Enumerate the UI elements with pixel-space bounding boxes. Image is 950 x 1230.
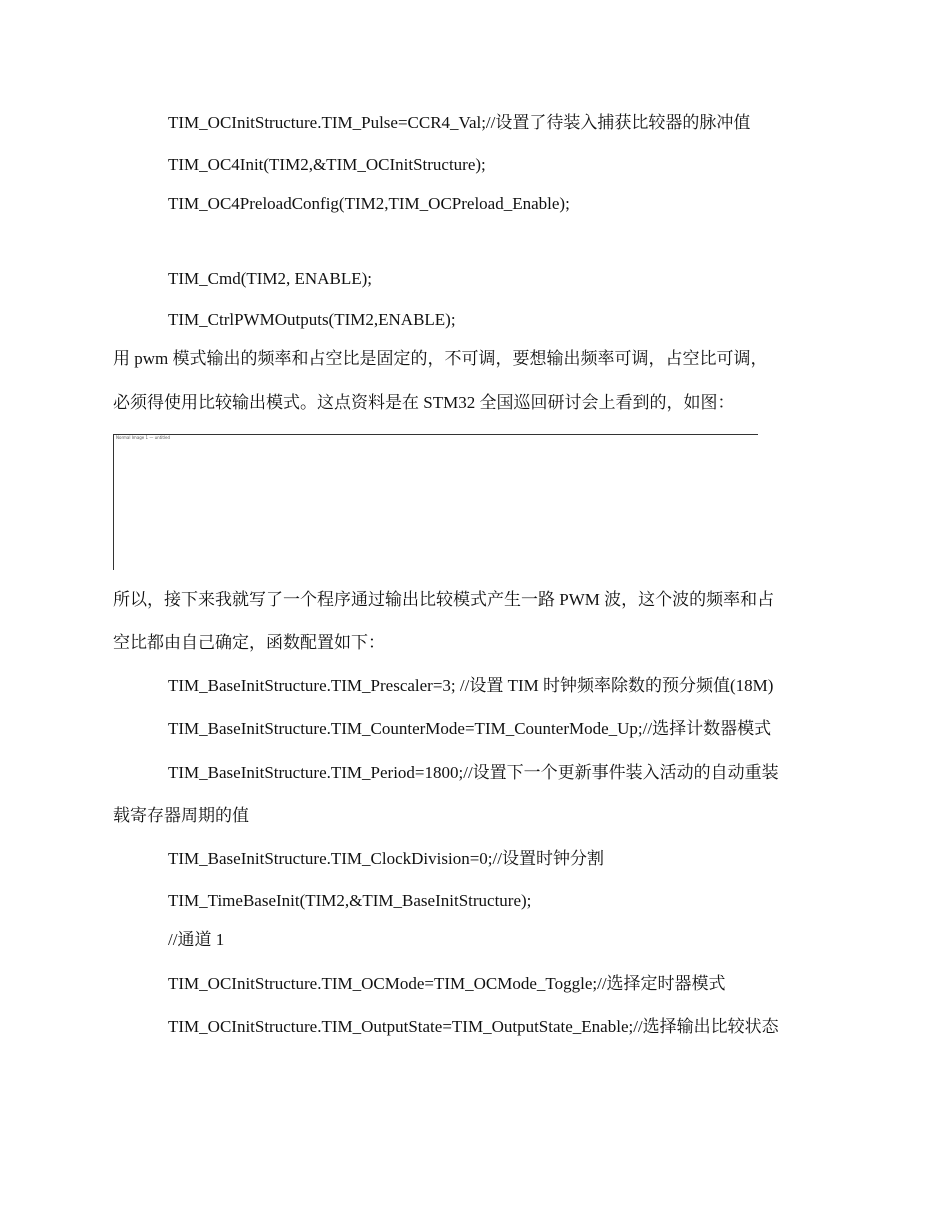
figure-left-border <box>113 434 114 570</box>
code-line: TIM_OCInitStructure.TIM_OCMode=TIM_OCMode_Toggle;//选择定时器模式 <box>168 974 726 993</box>
paragraph-line: 必须得使用比较输出模式。这点资料是在 STM32 全国巡回研讨会上看到的，如图： <box>113 393 735 412</box>
code-line: TIM_OC4Init(TIM2,&TIM_OCInitStructure); <box>168 155 486 174</box>
code-line: TIM_CtrlPWMOutputs(TIM2,ENABLE); <box>168 310 456 329</box>
code-line: TIM_OCInitStructure.TIM_Pulse=CCR4_Val;//设置了待装入捕获比较器的脉冲值 <box>168 113 751 132</box>
figure-caption: Normal Image 1 — untitled <box>116 435 171 440</box>
code-comment: //通道 1 <box>168 930 225 949</box>
code-line: TIM_TimeBaseInit(TIM2,&TIM_BaseInitStructure); <box>168 891 532 910</box>
embedded-figure <box>113 434 758 570</box>
code-line: TIM_OC4PreloadConfig(TIM2,TIM_OCPreload_Enable); <box>168 194 570 213</box>
code-line: TIM_OCInitStructure.TIM_OutputState=TIM_OutputState_Enable;//选择输出比较状态 <box>168 1017 779 1036</box>
code-line: TIM_BaseInitStructure.TIM_Prescaler=3; //设置 TIM 时钟频率除数的预分频值(18M) <box>168 676 774 695</box>
code-line: TIM_BaseInitStructure.TIM_ClockDivision=0;//设置时钟分割 <box>168 849 604 868</box>
paragraph-line: 空比都由自己确定，函数配置如下： <box>113 633 385 652</box>
code-line: TIM_Cmd(TIM2, ENABLE); <box>168 269 372 288</box>
code-line: TIM_BaseInitStructure.TIM_Period=1800;//设置下一个更新事件装入活动的自动重装 <box>168 763 779 782</box>
paragraph-line: 用 pwm 模式输出的频率和占空比是固定的，不可调，要想输出频率可调，占空比可调， <box>113 349 768 368</box>
figure-top-border <box>113 434 758 435</box>
code-line: TIM_BaseInitStructure.TIM_CounterMode=TIM_CounterMode_Up;//选择计数器模式 <box>168 719 772 738</box>
paragraph-line: 所以，接下来我就写了一个程序通过输出比较模式产生一路 PWM 波，这个波的频率和占 <box>113 590 775 609</box>
code-line-continuation: 载寄存器周期的值 <box>113 806 249 825</box>
